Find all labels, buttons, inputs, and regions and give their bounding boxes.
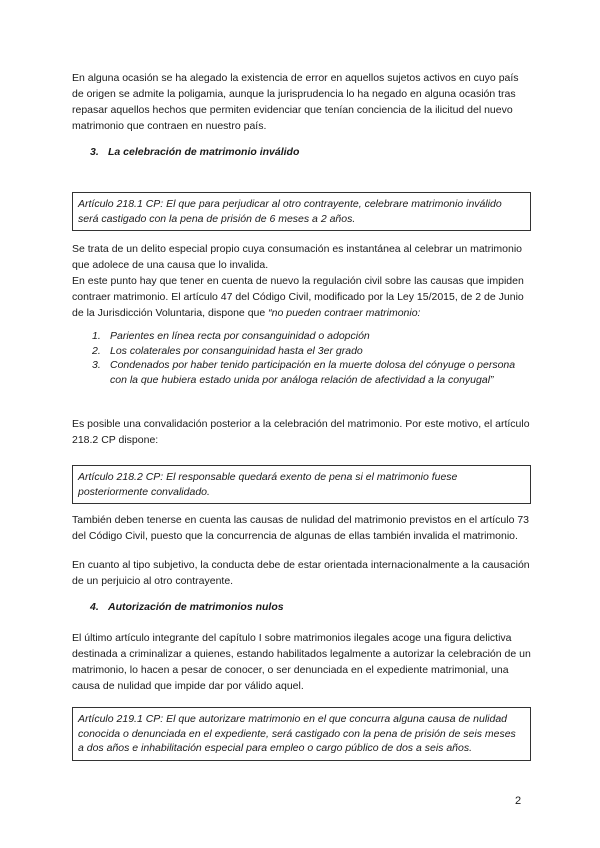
paragraph-text: En este punto hay que tener en cuenta de nuevo la regulación civil sobre las causas que impiden contraer matrimonio. El artículo 47 del Código Civil, modificado por la Ley 15/2015, de 2 de Junio de la Jurisdicción Voluntaria, dispone que: [72, 275, 524, 319]
impediments-list: [92, 329, 532, 387]
section-heading-3: [90, 146, 299, 158]
section-title: Autorización de matrimonios nulos: [108, 601, 284, 613]
paragraph-tipo-subjetivo: En cuanto al tipo subjetivo, la conducta debe de estar orientada internacionalmente a la causación de un perjuicio al otro contrayente.: [72, 559, 530, 587]
section-title: La celebración de matrimonio inválido: [108, 146, 300, 158]
article-box-218-2: Artículo 218.2 CP: El responsable quedará exento de pena si el matrimonio fuese posteriormente convalidado.: [72, 465, 531, 504]
quote-start: “no pueden contraer matrimonio:: [268, 307, 421, 319]
article-box-219-1: Artículo 219.1 CP: El que autorizare matrimonio en el que concurra alguna causa de nulidad conocida o denunciada en el expediente, será castigado con la pena de prisión de seis meses a dos años e inhabilitación especial para empleo o cargo público de dos a seis años.: [72, 707, 531, 761]
paragraph-autorizacion: El último artículo integrante del capítulo I sobre matrimonios ilegales acoge una figura delictiva destinada a criminalizar a quienes, estando habilitados legalmente a autorizar la celebración de un matrimonio, lo hacen a pesar de conocer, o ser denunciada en el expediente matrimonial, una causa de nulidad que impide dar por válido aquel.: [72, 632, 531, 692]
paragraph-delito-especial: Se trata de un delito especial propio cuya consumación es instantánea al celebrar un matrimonio que adolece de una causa que lo invalida.: [72, 243, 523, 271]
paragraph-convalidacion: Es posible una convalidación posterior a la celebración del matrimonio. Por este motivo, el artículo 218.2 CP dispone:: [72, 418, 530, 446]
article-box-218-1: Artículo 218.1 CP: El que para perjudicar al otro contrayente, celebrare matrimonio inválido será castigado con la pena de prisión de 6 meses a 2 años.: [72, 192, 531, 231]
section-heading-4: [90, 601, 284, 613]
paragraph-nulidad: También deben tenerse en cuenta las causas de nulidad del matrimonio previstos en el artículo 73 del Código Civil, puesto que la concurrencia de algunas de ellas también invalida el matrimonio.: [72, 514, 530, 542]
list-item: 2. Los colaterales por consanguinidad hasta el 3er grado: [92, 344, 363, 357]
section-number: 4.: [90, 601, 99, 613]
section-number: 3.: [90, 146, 99, 158]
list-item: 1. Parientes en línea recta por consanguinidad o adopción: [92, 330, 370, 342]
page-number: 2: [515, 795, 522, 807]
paragraph-poligamia: En alguna ocasión se ha alegado la existencia de error en aquellos sujetos activos en cuyo país de origen se admite la poligamia, aunque la jurisprudencia lo ha negado en alguna ocasión tras repasar aquellos hechos que permiten evidenciar que tenían conciencia de la ilicitud del nuevo matrimonio que contraen en nuestro país.: [72, 72, 519, 132]
paragraph-regulacion-civil: [72, 273, 532, 321]
list-item: 3. Condenados por haber tenido participación en la muerte dolosa del cónyuge o persona con la que hubiera estado unida por análoga relación de afectividad a la conyugal”: [92, 359, 516, 386]
